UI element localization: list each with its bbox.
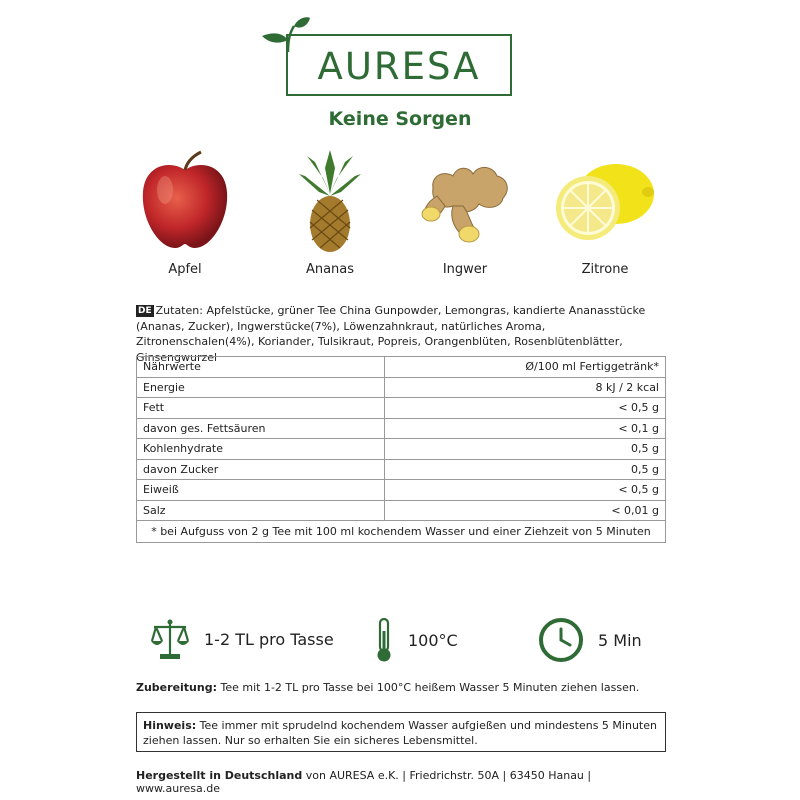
table-row — [137, 377, 666, 398]
safety-notice — [136, 712, 666, 752]
preparation-icons — [150, 617, 670, 667]
table-footnote: * bei Aufguss von 2 g Tee mit 100 ml kochendem Wasser und einer Ziehzeit von 5 Minuten — [137, 521, 666, 543]
preparation-text: Tee mit 1-2 TL pro Tasse bei 100°C heißem Wasser 5 Minuten ziehen lassen. — [220, 681, 640, 694]
fruit-lemon — [550, 148, 660, 277]
fruit-ginger — [410, 148, 520, 277]
notice-text: Tee immer mit sprudelnd kochendem Wasser aufgießen und mindestens 5 Minuten ziehen lassen. Nur so erhalten Sie ein sicheres Lebensmittel. — [143, 719, 657, 747]
language-badge: DE — [138, 306, 152, 316]
clock-icon — [538, 617, 584, 663]
table-row — [137, 480, 666, 501]
nutrient-name: davon Zucker — [137, 459, 385, 480]
table-header-row — [137, 357, 666, 378]
temperature-text: 100°C — [408, 630, 458, 650]
nutrient-value: < 0,5 g — [385, 480, 666, 501]
fruit-label: Ananas — [305, 262, 355, 277]
table-row — [137, 398, 666, 419]
nutrient-value: < 0,01 g — [385, 500, 666, 521]
temperature-info — [374, 617, 458, 663]
nutrient-value: 0,5 g — [385, 459, 666, 480]
thermometer-icon — [374, 617, 394, 663]
brand-name: AURESA — [317, 45, 481, 88]
nutrient-name: Eiweiß — [137, 480, 385, 501]
scale-icon — [150, 617, 190, 661]
nutrition-table — [136, 356, 666, 543]
table-footnote-row — [137, 521, 666, 543]
nutrient-value: < 0,5 g — [385, 398, 666, 419]
nutrient-name: Energie — [137, 377, 385, 398]
dose-info — [150, 617, 334, 661]
table-row — [137, 459, 666, 480]
footer-text: von AURESA e.K. | Friedrichstr. 50A | 63450 Hanau | www.auresa.de — [136, 769, 592, 795]
footer-label: Hergestellt in Deutschland — [136, 769, 303, 782]
table-row — [137, 439, 666, 460]
ginger-icon — [413, 148, 517, 252]
ingredient-images — [130, 148, 690, 278]
nutrient-name: Salz — [137, 500, 385, 521]
fruit-label: Apfel — [168, 262, 202, 277]
brand-logo — [258, 14, 514, 98]
nutrient-value: < 0,1 g — [385, 418, 666, 439]
pineapple-icon — [295, 148, 365, 252]
nutrient-value: 0,5 g — [385, 439, 666, 460]
apple-icon — [135, 148, 235, 252]
nutrient-name: Kohlenhydrate — [137, 439, 385, 460]
manufacturer-footer — [136, 769, 676, 795]
nutrient-name: Fett — [137, 398, 385, 419]
product-title: Keine Sorgen — [328, 108, 472, 130]
ingredients-list: Zutaten: Apfelstücke, grüner Tee China Gunpowder, Lemongras, kandierte Ananasstücke (Ananas, Zucker), Ingwerstücke(7%), Löwenzahnkraut, natürliches Aroma, Zitronenschalen(4%), Koriander, Tulsikraut, Popreis, Orangenblüten, Rosenblütenblätter, Ginsengwurzel — [136, 304, 646, 364]
table-row — [137, 500, 666, 521]
notice-label: Hinweis: — [143, 719, 197, 732]
time-info — [538, 617, 642, 663]
fruit-label: Zitrone — [581, 262, 629, 277]
lemon-icon — [550, 148, 660, 252]
preparation-label: Zubereitung: — [136, 681, 217, 694]
table-header: Nährwerte — [137, 357, 385, 378]
dose-text: 1-2 TL pro Tasse — [204, 629, 334, 649]
table-row — [137, 418, 666, 439]
fruit-pineapple — [275, 148, 385, 277]
nutrient-value: 8 kJ / 2 kcal — [385, 377, 666, 398]
fruit-label: Ingwer — [442, 262, 488, 277]
fruit-apple — [130, 148, 240, 277]
preparation-instructions — [136, 681, 676, 694]
time-text: 5 Min — [598, 630, 642, 650]
table-header: Ø/100 ml Fertiggetränk* — [385, 357, 666, 378]
nutrient-name: davon ges. Fettsäuren — [137, 418, 385, 439]
